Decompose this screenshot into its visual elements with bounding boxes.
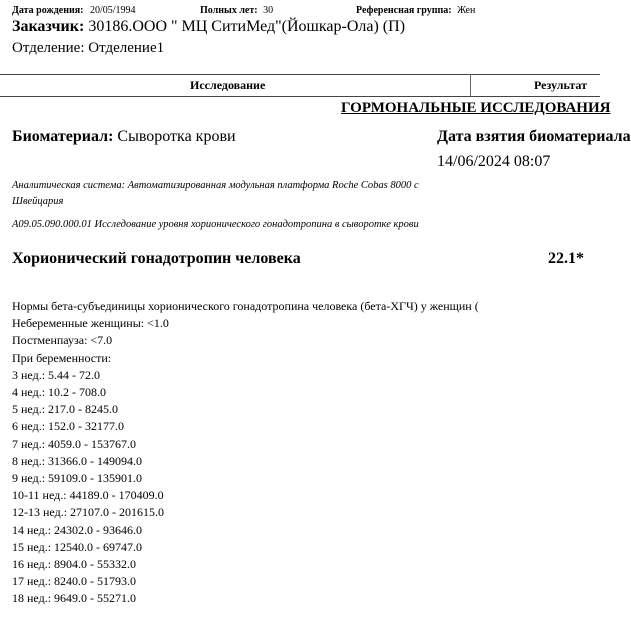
customer-value: 30186.ООО " МЦ СитиМед"(Йошкар-Ола) (П) <box>88 18 406 35</box>
department-label: Отделение: <box>12 40 85 56</box>
dob-value: 20/05/1994 <box>89 5 136 16</box>
reference-norm-line: 6 нед.: 152.0 - 32177.0 <box>12 419 125 434</box>
reference-norm-line: 8 нед.: 31366.0 - 149094.0 <box>12 453 143 468</box>
reference-norm-line: 10-11 нед.: 44189.0 - 170409.0 <box>12 488 164 503</box>
table-header-bottom-rule <box>0 96 600 97</box>
reference-group-label: Референсная группа: <box>356 5 452 16</box>
column-header-study: Исследование <box>190 78 266 92</box>
customer <box>12 18 405 36</box>
biomaterial-value: Сыворотка крови <box>117 128 236 145</box>
test-result: 22.1* <box>548 250 584 267</box>
study-code-line: A09.05.090.000.01 Исследование уровня хорионического гонадотропина в сыворотке крови <box>12 219 419 230</box>
reference-norm-line: При беременности: <box>12 350 112 365</box>
biomaterial <box>12 128 236 146</box>
sample-date-value: 14/06/2024 08:07 <box>437 153 551 170</box>
reference-norm-line: 9 нед.: 59109.0 - 135901.0 <box>12 471 143 486</box>
department-value: Отделение1 <box>88 40 165 56</box>
reference-norms-heading: Нормы бета-субъединицы хорионического гонадотропина человека (бета-ХГЧ) у женщин ( <box>12 299 479 313</box>
sample-date-label: Дата взятия биоматериала <box>437 128 631 145</box>
reference-norm-line: 4 нед.: 10.2 - 708.0 <box>12 385 107 400</box>
reference-norm-line: 15 нед.: 12540.0 - 69747.0 <box>12 539 143 554</box>
reference-norm-line: 3 нед.: 5.44 - 72.0 <box>12 367 101 382</box>
analytic-system-line-2: Швейцария <box>12 196 64 207</box>
column-header-result: Результат <box>534 78 588 92</box>
department <box>12 40 164 57</box>
age-label: Полных лет: <box>200 5 258 16</box>
customer-label: Заказчик: <box>12 18 85 35</box>
reference-norm-line: 12-13 нед.: 27107.0 - 201615.0 <box>12 505 165 520</box>
age <box>200 5 273 16</box>
reference-norm-line: 17 нед.: 8240.0 - 51793.0 <box>12 574 137 589</box>
table-column-divider <box>470 74 471 96</box>
reference-norm-line: Небеременные женщины: <1.0 <box>12 316 169 331</box>
section-title: ГОРМОНАЛЬНЫЕ ИССЛЕДОВАНИЯ <box>341 100 611 116</box>
reference-norms <box>12 298 479 608</box>
reference-group <box>356 5 475 16</box>
reference-norm-line: 5 нед.: 217.0 - 8245.0 <box>12 402 119 417</box>
reference-norm-line: 7 нед.: 4059.0 - 153767.0 <box>12 436 137 451</box>
biomaterial-label: Биоматериал: <box>12 128 114 145</box>
reference-norm-line: 14 нед.: 24302.0 - 93646.0 <box>12 522 143 537</box>
reference-norm-line: 16 нед.: 8904.0 - 55332.0 <box>12 557 137 572</box>
reference-group-value: Жен <box>457 5 476 16</box>
test-name: Хорионический гонадотропин человека <box>12 250 301 267</box>
dob-label: Дата рождения: <box>12 5 84 16</box>
analytic-system-line-1: Аналитическая система: Автоматизированная модульная платформа Roche Cobas 8000 с <box>12 180 419 191</box>
reference-norm-line: 18 нед.: 9649.0 - 55271.0 <box>12 591 137 606</box>
table-header-top-rule <box>0 74 600 75</box>
reference-norm-line: Постменпауза: <7.0 <box>12 333 113 348</box>
age-value: 30 <box>263 5 274 16</box>
dob <box>12 5 136 16</box>
